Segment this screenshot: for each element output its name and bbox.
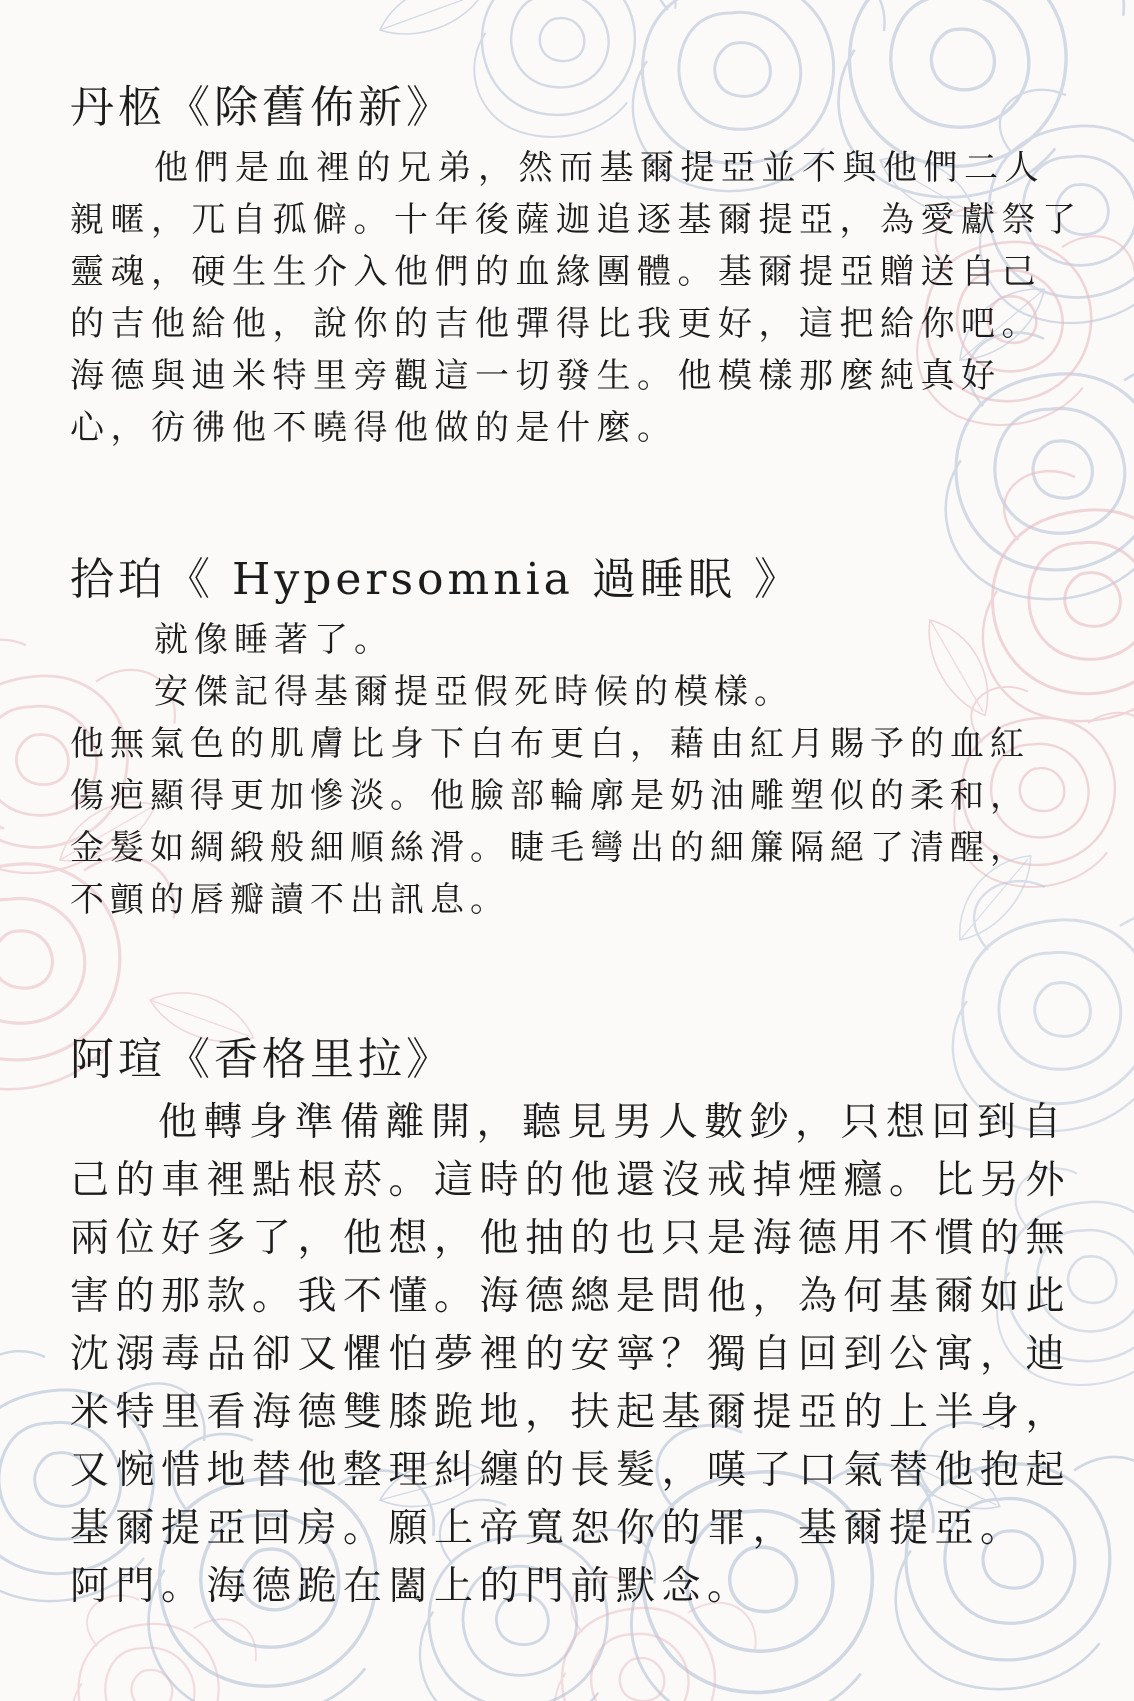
paragraph-line: 沈溺毒品卻又懼怕夢裡的安寧？獨自回到公寓，迪 [70,1332,1072,1377]
paragraph-line: 安傑記得基爾提亞假死時候的模樣。 [154,672,794,712]
paragraph-line: 害的那款。我不懂。海德總是問他，為何基爾如此 [70,1274,1072,1319]
paragraph-line: 心，彷彿他不曉得他做的是什麼。 [70,408,678,448]
paragraph-line: 他轉身準備離開，聽見男人數鈔，只想回到自 [158,1100,1069,1145]
story-section-1 [70,78,1090,454]
paragraph-line: 親暱，兀自孤僻。十年後薩迦追逐基爾提亞，為愛獻祭了 [70,200,1083,240]
paragraph-line: 金髮如綢緞般細順絲滑。睫毛彎出的細簾隔絕了清醒， [70,828,1030,868]
paragraph-line: 傷疤顯得更加慘淡。他臉部輪廓是奶油雕塑似的柔和， [70,776,1030,816]
paragraph-line: 基爾提亞回房。願上帝寬恕你的罪，基爾提亞。 [70,1506,1026,1551]
paragraph-line: 靈魂，硬生生介入他們的血緣團體。基爾提亞贈送自己 [70,252,1042,292]
paragraph-line: 又惋惜地替他整理糾纏的長髮，嘆了口氣替他抱起 [70,1448,1072,1493]
paragraph-line: 他無氣色的肌膚比身下白布更白，藉由紅月賜予的血紅 [70,724,1030,764]
story-section-2 [70,550,1090,926]
paragraph-line: 阿門。海德跪在闔上的門前默念。 [70,1564,753,1609]
paragraph-line: 米特里看海德雙膝跪地，扶起基爾提亞的上半身， [70,1390,1072,1435]
section-title: 阿瑄《香格里拉》 [70,1034,454,1085]
paragraph-line: 己的車裡點根菸。這時的他還沒戒掉煙癮。比另外 [70,1158,1072,1203]
paragraph-line: 他們是血裡的兄弟，然而基爾提亞並不與他們二人 [154,148,1045,188]
story-section-3 [70,1030,1090,1616]
paragraph-line: 兩位好多了，他想，他抽的也只是海德用不慣的無 [70,1216,1072,1261]
paragraph-line: 的吉他給他，說你的吉他彈得比我更好，這把給你吧。 [70,304,1042,344]
paragraph-line: 海德與迪米特里旁觀這一切發生。他模樣那麼純真好 [70,356,1002,396]
paragraph-line: 就像睡著了。 [154,620,394,660]
document-body [70,78,1090,1616]
paragraph-line: 不顫的唇瓣讀不出訊息。 [70,880,510,920]
section-title: 丹柩《除舊佈新》 [70,82,454,133]
section-title: 拾珀《 Hypersomnia 過睡眠 》 [70,554,802,605]
